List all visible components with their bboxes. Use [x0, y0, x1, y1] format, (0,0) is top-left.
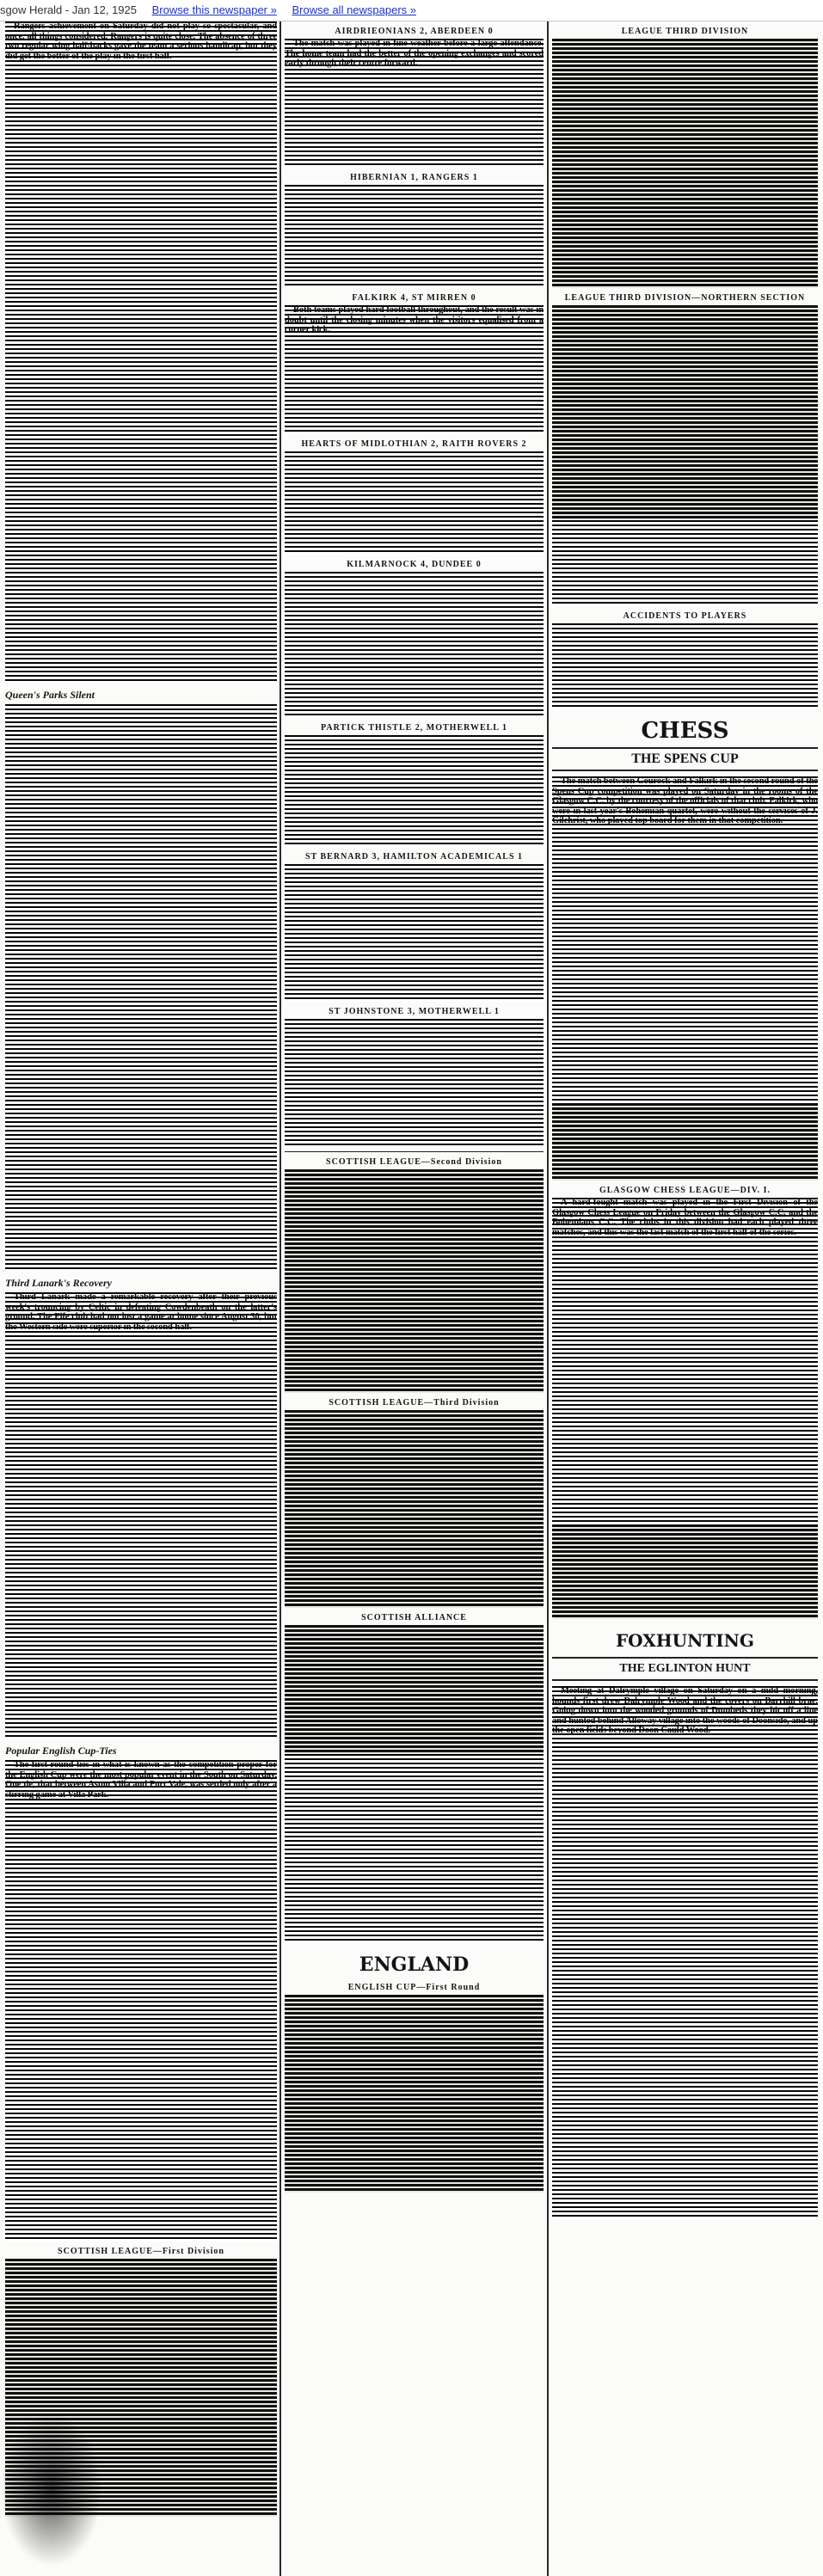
middle-heading-4: HEARTS OF MIDLOTHIAN 2, RAITH ROVERS 2: [301, 439, 527, 449]
newspaper-page: [0, 21, 823, 2576]
middle-heading-8: ST JOHNSTONE 3, MOTHERWELL 1: [329, 1007, 500, 1016]
middle-column: [285, 21, 544, 2576]
right-accidents-text: [552, 623, 818, 709]
left-article-queens: [5, 704, 277, 1272]
heading-queens-park: Queen's Parks Silent: [5, 689, 95, 701]
column-rule: [279, 21, 281, 2576]
middle-paragraph-2: Both teams played hard football throughout, and the result was in doubt until the closing minutes when the visitors equalised from a corner kick.: [285, 305, 544, 334]
middle-table-3-title: SCOTTISH ALLIANCE: [361, 1613, 467, 1622]
chess-league-article: [552, 1198, 818, 1524]
right-results: [552, 520, 818, 606]
middle-report-7: [285, 864, 544, 1002]
left-column: [5, 21, 277, 2576]
england-heading: ENGLAND: [359, 1953, 470, 1976]
chess-paragraph-2: A hard-fought match was played in the First Division of the Glasgow Chess League on Friday between the Glasgow C.C. and the Bohemians C.C. The clubs in this division had each played three matches, and this was the last match of the first half of the series.: [552, 1198, 818, 1237]
chess-heading: CHESS: [641, 718, 729, 744]
right-table-2-title: LEAGUE THIRD DIVISION—NORTHERN SECTION: [564, 293, 806, 303]
middle-report-2: [285, 185, 544, 288]
middle-heading-6: PARTICK THISTLE 2, MOTHERWELL 1: [321, 723, 507, 733]
english-cup-table: [285, 1995, 544, 2193]
browse-newspaper-link[interactable]: Browse this newspaper »: [151, 3, 277, 16]
left-article-cup-ties: [5, 1760, 277, 2242]
chess-article: [552, 776, 818, 1103]
middle-table-3: [285, 1625, 544, 1754]
heading-cup-ties: Popular English Cup-Ties: [5, 1745, 117, 1757]
middle-heading-2: HIBERNIAN 1, RANGERS 1: [350, 173, 478, 182]
heading-third-lanark: Third Lanark's Recovery: [5, 1277, 112, 1289]
chess-league-heading: GLASGOW CHESS LEAGUE—DIV. I.: [599, 1186, 771, 1195]
middle-report-1: [285, 39, 544, 168]
viewer-topbar: [0, 0, 823, 21]
source-title: sgow Herald - Jan 12, 1925: [0, 3, 137, 16]
foxhunting-heading: FOXHUNTING: [615, 1630, 754, 1651]
heading-accidents: ACCIDENTS TO PLAYERS: [623, 611, 747, 621]
middle-report-6: [285, 735, 544, 847]
chess-result-table: [552, 1103, 818, 1181]
left-paragraph-3: The first-round ties in what is known as the competition proper for the English Cup were the most popular event in the South on Saturday. One tie, that between Aston Villa and Port Vale, was settled only after a stirring game at Villa Park.: [5, 1760, 277, 1800]
column-rule: [547, 21, 549, 2576]
middle-table-2-title: SCOTTISH LEAGUE—Third Division: [329, 1398, 500, 1408]
left-table-title: SCOTTISH LEAGUE—First Division: [58, 2247, 224, 2256]
middle-report-4: [285, 451, 544, 555]
middle-heading-7: ST BERNARD 3, HAMILTON ACADEMICALS 1: [304, 852, 524, 862]
left-paragraph-1: Rangers achievement on Saturday did not play so spectacular, and once, all things considered, Rangers is quite close. The absence of three two regular wing half-backs gave the team a serious handicap, but they did get the better of the play in the first half.: [5, 21, 277, 61]
middle-table-2: [285, 1410, 544, 1608]
right-table-2: [552, 305, 818, 520]
middle-paragraph-1: The match was played in fine weather before a large attendance. The home team had the better of the opening exchanges and scored early through their centre forward.: [285, 39, 544, 68]
foxhunting-paragraph-1: Meeting at Dalrymple village on Saturday on a mild morning, hounds first drew Dalrymple Wood and the covers on Barrhill brae. Going down into the wooded grounds of Dumbeds they hit off a line and hunted behind Alloway village into the woods of Doonside, and up the open fields beyond Doon Cauld Wood.: [552, 1686, 818, 1735]
chess-league-table: [552, 1524, 818, 1619]
middle-report-5: [285, 572, 544, 718]
left-paragraph-2: Third Lanark made a remarkable recovery after their previous week's trouncing by Celtic in defeating Cowdenbeath on the latter's ground. The Fife club had not lost a game at home since August 30, but the Western side were superior in the second half.: [5, 1292, 277, 1332]
left-article-third-lanark: [5, 1292, 277, 1739]
scan-smudge: [0, 2412, 103, 2567]
middle-table-1-title: SCOTTISH LEAGUE—Second Division: [326, 1157, 502, 1167]
right-table-1-title: LEAGUE THIRD DIVISION: [621, 27, 749, 36]
middle-report-3: [285, 305, 544, 434]
middle-heading-5: KILMARNOCK 4, DUNDEE 0: [347, 560, 482, 569]
left-article-top: [5, 21, 277, 684]
chess-subheading: THE SPENS CUP: [552, 747, 818, 771]
middle-report-8: [285, 1019, 544, 1148]
middle-results: [285, 1754, 544, 1943]
chess-paragraph-1: The match between Gourock and Falkirk in the second round of the Spens Cup competition was played on Saturday in the rooms of the Glasgow C.C. by the courtesy of the officials of that club. Falkirk, who were in last year's Bohemian quartet, were without the services of J. Gilchrist, who played top board for them in that competition.: [552, 776, 818, 825]
middle-heading-3: FALKIRK 4, ST MIRREN 0: [352, 293, 476, 303]
middle-heading-1: AIRDRIEONIANS 2, ABERDEEN 0: [335, 27, 494, 36]
middle-table-1: [285, 1169, 544, 1393]
right-column: [552, 21, 818, 2576]
foxhunting-subheading: THE EGLINTON HUNT: [552, 1657, 818, 1681]
english-cup-title: ENGLISH CUP—First Round: [347, 1983, 481, 1992]
right-table-1: [552, 39, 818, 288]
foxhunting-article: [552, 1686, 818, 2219]
browse-all-link[interactable]: Browse all newspapers »: [292, 3, 417, 16]
